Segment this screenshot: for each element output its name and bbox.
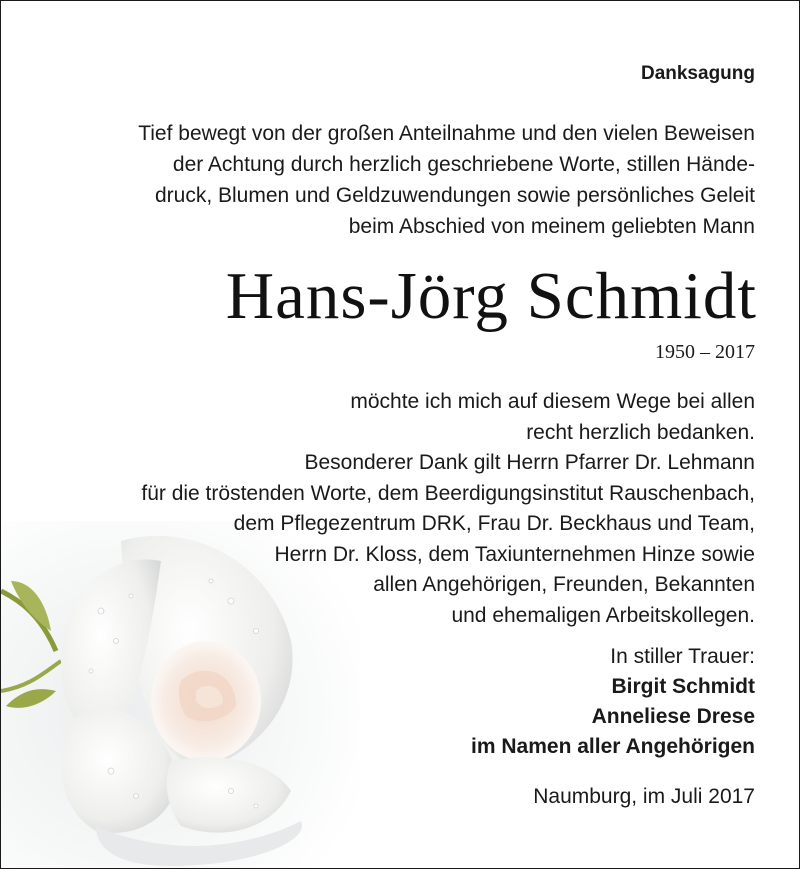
- thanks-paragraph: [141, 387, 755, 631]
- mourner-name: Birgit Schmidt: [611, 675, 755, 698]
- thanks-line: recht herzlich bedanken.: [526, 420, 755, 444]
- thanks-line: möchte ich mich auf diesem Wege bei allen: [350, 390, 755, 413]
- thanks-line: für die tröstenden Worte, dem Beerdigungsinstitut Rauschenbach,: [141, 481, 755, 505]
- mourner-name: im Namen aller Angehörigen: [471, 735, 755, 758]
- intro-line: beim Abschied von meinem geliebten Mann: [348, 215, 755, 238]
- life-years: 1950 – 2017: [655, 341, 755, 363]
- intro-line: der Achtung durch herzlich geschriebene Worte, stillen Hände-: [172, 153, 755, 176]
- intro-line: Tief bewegt von der großen Anteilnahme und den vielen Beweisen: [138, 122, 755, 145]
- mourners-block: [471, 642, 755, 762]
- deceased-name: Hans-Jörg Schmidt: [225, 259, 757, 333]
- intro-paragraph: [138, 118, 755, 242]
- thanks-line: und ehemaligen Arbeitskollegen.: [451, 603, 755, 627]
- mourning-intro: In stiller Trauer:: [610, 645, 755, 668]
- intro-line: druck, Blumen und Geldzuwendungen sowie persönliches Geleit: [154, 184, 755, 207]
- thanks-line: allen Angehörigen, Freunden, Bekannten: [373, 573, 755, 596]
- thanks-line: Besonderer Dank gilt Herrn Pfarrer Dr. Lehmann: [304, 451, 755, 474]
- mourner-name: Anneliese Drese: [591, 705, 755, 728]
- notice-heading: Danksagung: [640, 63, 755, 84]
- thanks-line: Herrn Dr. Kloss, dem Taxiunternehmen Hinze sowie: [274, 542, 755, 566]
- place-date: Naumburg, im Juli 2017: [533, 785, 755, 808]
- thanks-line: dem Pflegezentrum DRK, Frau Dr. Beckhaus und Team,: [233, 512, 755, 535]
